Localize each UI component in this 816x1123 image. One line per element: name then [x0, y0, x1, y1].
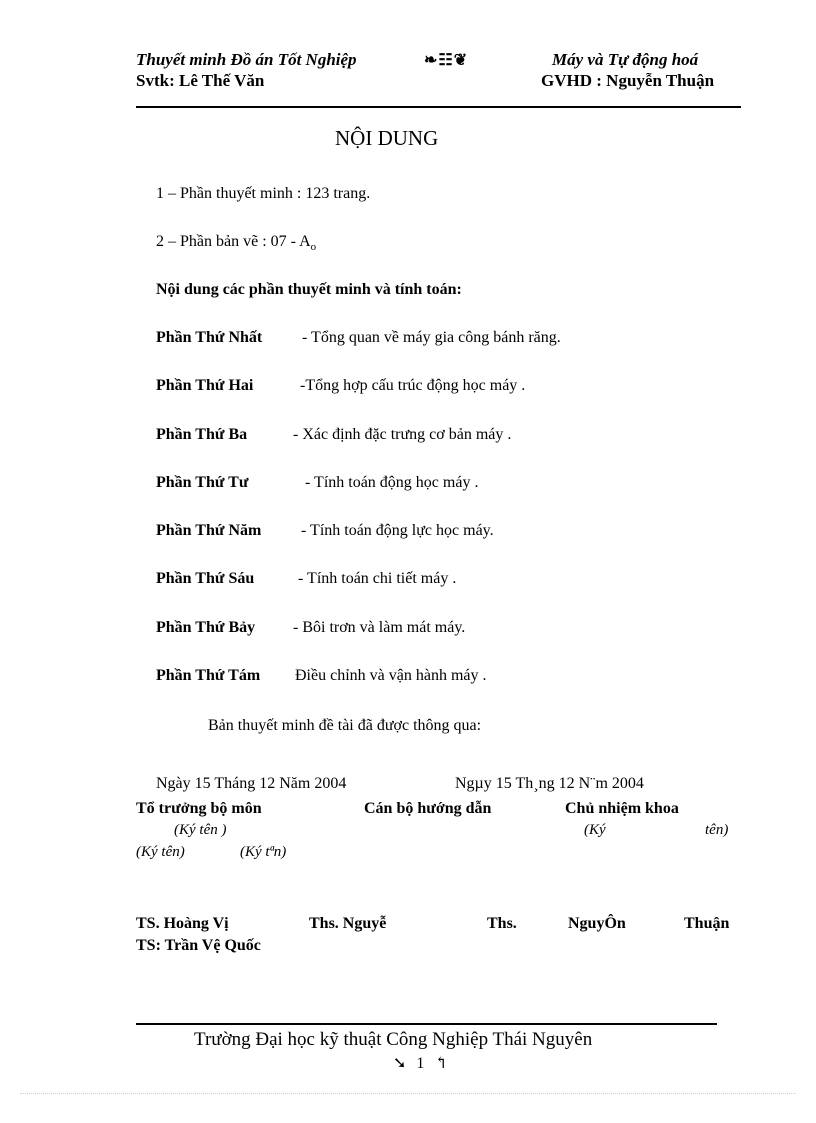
part-desc: - Tính toán chi tiết máy .	[298, 570, 457, 587]
part-label: Phần Thứ Tám	[156, 667, 261, 684]
signer-name: NguyÔn	[568, 915, 626, 932]
dean-label: Chủ nhiệm khoa	[565, 800, 679, 817]
signature-placeholder: (Ký tên )	[174, 822, 227, 838]
date-right: Ngµy 15 Th¸ng 12 N¨m 2004	[455, 775, 644, 792]
footer-rule	[136, 1023, 717, 1025]
item-thuyet-minh: 1 – Phần thuyết minh : 123 trang.	[156, 185, 371, 202]
date-left: Ngày 15 Tháng 12 Năm 2004	[156, 775, 347, 792]
page-edge-divider	[20, 1093, 796, 1094]
part-label: Phần Thứ Tư	[156, 474, 249, 491]
part-desc: Điều chỉnh và vận hành máy .	[295, 667, 487, 684]
page-number: 1	[416, 1055, 425, 1072]
signer-name: Ths. Nguyễ	[309, 915, 387, 932]
part-label: Phần Thứ Nhất	[156, 329, 263, 346]
page-number-area	[393, 1053, 448, 1073]
signature-placeholder: (Ký	[584, 822, 606, 838]
part-desc: -Tổng hợp cấu trúc động học máy .	[300, 377, 526, 394]
part-label: Phần Thứ Sáu	[156, 570, 255, 587]
header-subject: Máy và Tự động hoá	[552, 50, 699, 69]
header-rule	[136, 106, 741, 108]
footer-school: Trường Đại học kỹ thuật Công Nghiệp Thái Nguyên	[194, 1029, 593, 1050]
part-desc: - Tổng quan về máy gia công bánh răng.	[302, 329, 561, 346]
head-of-dept-label: Tổ trưởng bộ môn	[136, 800, 262, 817]
part-desc: - Tính toán động học máy .	[305, 474, 479, 491]
signer-name: TS: Trần Vệ Quốc	[136, 937, 261, 954]
item-ban-ve-subscript: o	[310, 241, 317, 253]
part-label: Phần Thứ Bảy	[156, 619, 256, 636]
signature-placeholder: (Ký tªn)	[240, 844, 287, 860]
part-label: Phần Thứ Năm	[156, 522, 262, 539]
section-heading: Nội dung các phần thuyết minh và tính toán:	[156, 281, 462, 298]
part-desc: - Bôi trơn và làm mát máy.	[293, 619, 466, 636]
approval-text: Bản thuyết minh đề tài đã được thông qua:	[208, 717, 482, 734]
signer-name: Thuận	[684, 915, 730, 932]
header-doc-title: Thuyết minh Đồ án Tốt Nghiệp	[136, 50, 357, 69]
ornament-icon: ❧☷❦	[424, 52, 469, 69]
part-label: Phần Thứ Hai	[156, 377, 254, 394]
arrow-left-icon: ↰	[434, 1055, 448, 1072]
signer-name: TS. Hoàng Vị	[136, 915, 229, 932]
header-student: Svtk: Lê Thế Văn	[136, 71, 265, 90]
signer-name: Ths.	[487, 915, 517, 932]
item-ban-ve-text: 2 – Phần bản vẽ : 07 - A	[156, 233, 311, 250]
part-desc: - Xác định đặc trưng cơ bản máy .	[293, 426, 512, 443]
advisor-label: Cán bộ hướng dẫn	[364, 800, 492, 817]
arrow-right-icon: ➘	[393, 1055, 407, 1072]
page-title: NỘI DUNG	[335, 126, 439, 150]
part-label: Phần Thứ Ba	[156, 426, 248, 443]
header-advisor: GVHD : Nguyễn Thuận	[541, 71, 715, 90]
signature-placeholder: (Ký tên)	[136, 844, 185, 860]
part-desc: - Tính toán động lực học máy.	[301, 522, 494, 539]
item-ban-ve	[156, 233, 316, 253]
signature-placeholder: tên)	[705, 822, 729, 838]
